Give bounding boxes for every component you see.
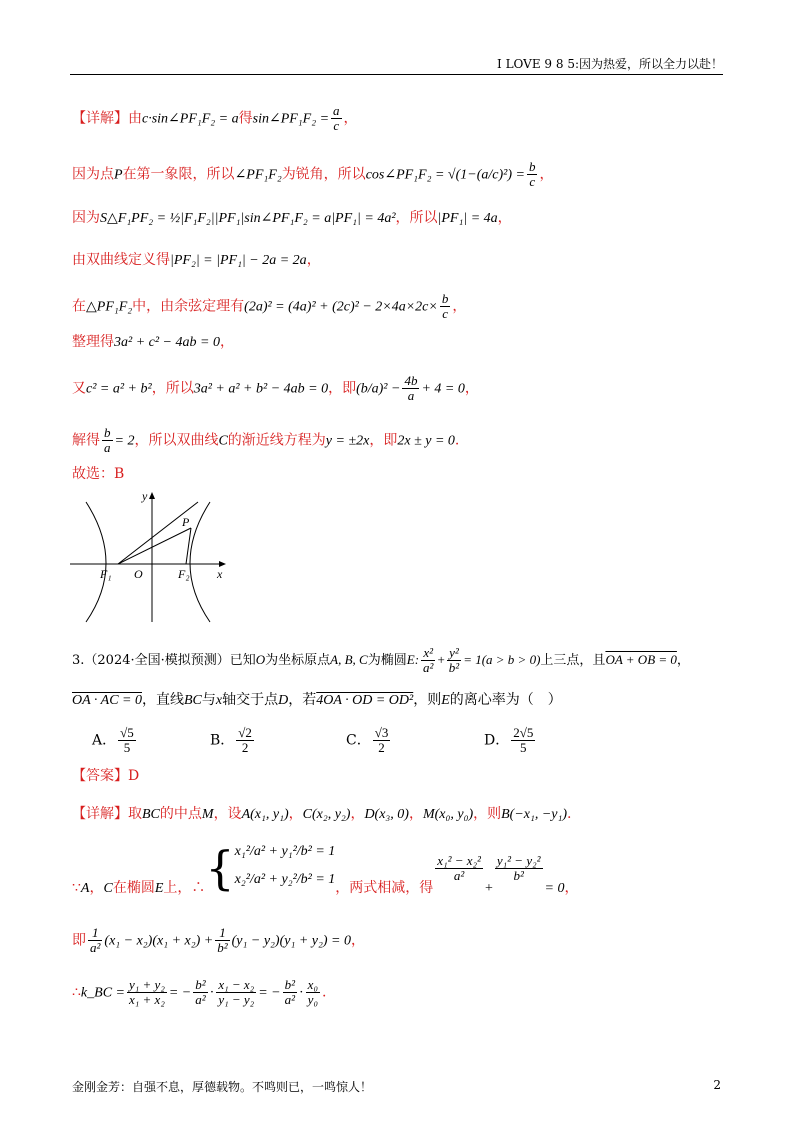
math: k_BC = xyxy=(80,985,125,1001)
text: ，所以双曲线 xyxy=(134,432,219,449)
math: = 2 xyxy=(114,433,135,449)
text: 即 xyxy=(72,932,86,949)
denominator: a² xyxy=(195,992,206,1007)
text: ，若 xyxy=(288,692,317,708)
numerator: 2√5 xyxy=(513,725,534,740)
text: 得 xyxy=(238,110,253,127)
denominator: a xyxy=(104,440,111,455)
math: 3a² + a² + b² − 4ab = 0 xyxy=(193,381,329,397)
denominator: b² xyxy=(513,867,524,883)
text: 因为点 xyxy=(72,166,114,183)
numerator: b xyxy=(104,425,111,440)
denominator: a² xyxy=(423,660,434,675)
numerator: y₁² − y₂² xyxy=(496,852,541,868)
text: 为坐标原点 xyxy=(265,653,331,668)
numerator: x₁² − x₂² xyxy=(437,852,481,868)
math: (b/a)² − xyxy=(356,381,401,397)
detail-tag: 【详解】 xyxy=(72,110,128,127)
fraction xyxy=(373,726,391,755)
math: |PF₂| = |PF₁| − 2a = 2a xyxy=(170,253,307,268)
text: 为锐角，所以 xyxy=(281,166,366,183)
text: ，直线 xyxy=(142,692,184,708)
denominator: c xyxy=(333,118,340,133)
text: . xyxy=(454,432,460,449)
text: ， xyxy=(89,880,104,896)
text: ， xyxy=(497,210,512,226)
equation-system xyxy=(235,838,336,894)
math: BC xyxy=(142,807,160,822)
text: ， xyxy=(539,166,554,183)
fraction xyxy=(215,926,229,955)
answer-text: 【答案】D xyxy=(72,768,140,784)
denominator: 2 xyxy=(241,740,249,755)
denominator: 5 xyxy=(520,740,527,755)
text: ， xyxy=(350,806,365,822)
math: = 1(a > b > 0) xyxy=(463,652,541,667)
math: (x₁ − x₂)(x₁ + x₂) + xyxy=(104,933,214,949)
text: ，则 xyxy=(473,806,502,822)
denominator: 2 xyxy=(378,740,385,755)
math: y = ±2x xyxy=(325,433,370,449)
math: (y₁ − y₂)(y₁ + y₂) = 0 xyxy=(231,933,351,949)
numerator: 4b xyxy=(404,373,418,388)
numerator: b xyxy=(528,159,536,174)
math: BC xyxy=(184,693,202,708)
right-branch xyxy=(190,502,210,622)
denominator: b² xyxy=(448,660,460,675)
text: ，设 xyxy=(213,806,242,822)
math: + xyxy=(437,652,445,667)
page-number-text: 2 xyxy=(713,1078,721,1092)
text: ∵ xyxy=(72,880,81,896)
page-number xyxy=(713,1078,721,1092)
text: 与 xyxy=(201,692,216,708)
text: 取 xyxy=(128,806,142,822)
math: 3a² + c² − 4ab = 0 xyxy=(114,335,220,350)
footer-text: 金刚金芳：自强不息，厚德载物。不鸣则已，一鸣惊人！ xyxy=(72,1080,373,1094)
math: A xyxy=(80,881,90,896)
text: 的离心率为（ ） xyxy=(449,692,562,708)
denominator: 5 xyxy=(123,740,131,755)
math: P xyxy=(114,167,123,183)
text: 在椭圆 xyxy=(112,880,155,896)
math: = − xyxy=(258,985,281,1001)
q3-detail-1 xyxy=(72,804,572,825)
text: 由 xyxy=(128,110,142,127)
numerator: x₀ xyxy=(307,977,318,992)
label-f1: F₁ xyxy=(100,567,112,581)
text: 在第一象限，所以 xyxy=(122,166,235,183)
system-brace: { xyxy=(205,841,235,895)
text: ， xyxy=(306,252,321,268)
q3-stem-2 xyxy=(72,690,562,711)
left-branch xyxy=(86,502,106,622)
text: ∴ xyxy=(72,984,81,1001)
text: ， xyxy=(464,380,479,397)
numerator: 1 xyxy=(215,926,229,941)
text: ， xyxy=(564,880,579,896)
label-f2: F₂ xyxy=(178,567,190,581)
fraction xyxy=(495,854,543,883)
fraction xyxy=(511,726,535,755)
math: cos∠PF₁F₂ = √(1−(a/c)²) = xyxy=(365,167,525,183)
math: △PF₁F₂ xyxy=(86,299,133,315)
math: B(−x₁, −y₁) xyxy=(501,807,568,822)
math: 4OA · OD = OD² xyxy=(316,693,414,708)
fraction xyxy=(88,926,102,955)
text: 又 xyxy=(72,380,86,397)
denominator: a xyxy=(407,388,415,403)
math: OA + OB = 0 xyxy=(605,652,677,667)
numerator: 1 xyxy=(88,926,102,941)
numerator: b² xyxy=(284,977,295,992)
math: sin∠PF₁F₂ = xyxy=(252,111,330,127)
math: C(x₂, y₂) xyxy=(302,807,351,822)
option-a[interactable] xyxy=(92,726,138,755)
option-c[interactable] xyxy=(346,726,392,755)
math: E xyxy=(154,881,164,896)
math: S△F₁PF₂ = ½|F₁F₂||PF₁|sin∠PF₁F₂ = a|PF₁| = 4a² xyxy=(100,211,396,226)
text: 轴交于点 xyxy=(222,692,279,708)
text: ， xyxy=(288,806,303,822)
q2-line-7 xyxy=(72,374,479,403)
text: 上，∴ xyxy=(163,880,206,896)
text: ，则 xyxy=(413,692,442,708)
label-origin: O xyxy=(134,567,143,581)
text: ， xyxy=(452,298,467,315)
hyperbola-figure xyxy=(70,488,230,623)
text: 上三点，且 xyxy=(540,653,606,668)
math: x xyxy=(215,693,223,708)
fraction xyxy=(102,426,113,455)
q3-detail-4 xyxy=(72,978,326,1007)
text: ， xyxy=(350,932,365,949)
text: ，两式相减，得 xyxy=(335,880,434,896)
y-axis-arrow xyxy=(149,492,155,499)
fraction xyxy=(331,104,342,133)
math: E xyxy=(441,693,450,708)
q2-line-2 xyxy=(72,160,553,189)
text: 的中点 xyxy=(159,806,202,822)
segment-f1-p xyxy=(118,528,191,564)
denominator: y₁ − y₂ xyxy=(218,992,255,1007)
q2-line-8 xyxy=(72,426,459,455)
math: c·sin∠PF₁F₂ = a xyxy=(142,111,239,127)
fraction xyxy=(435,854,483,883)
numerator: y₁ + y₂ xyxy=(128,977,165,992)
header-text: I LOVE 9 8 5:因为热爱，所以全力以赴！ xyxy=(497,57,723,71)
math: O xyxy=(255,652,266,667)
denominator: y₀ xyxy=(307,992,318,1007)
denominator: a² xyxy=(284,992,295,1007)
text: 3.（2024·全国·模拟预测）已知 xyxy=(72,653,256,668)
math: c² = a² + b² xyxy=(86,381,152,397)
fraction xyxy=(236,726,254,755)
math: + 4 = 0 xyxy=(421,381,465,397)
text: 的渐近线方程为 xyxy=(227,432,326,449)
math: A, B, C xyxy=(330,652,368,667)
fraction xyxy=(421,646,435,675)
fraction xyxy=(447,646,461,675)
numerator: y² xyxy=(447,646,461,661)
q2-line-6 xyxy=(72,332,234,353)
text: 解得 xyxy=(72,432,100,449)
text: . xyxy=(321,984,327,1001)
math: · xyxy=(209,985,215,1001)
text: 由双曲线定义得 xyxy=(72,252,170,268)
page-footer xyxy=(72,1078,372,1095)
math: ∠PF₁F₂ xyxy=(234,167,282,183)
q2-answer xyxy=(72,464,124,484)
q2-line-1 xyxy=(72,104,358,133)
page-header xyxy=(70,54,723,75)
numerator: √2 xyxy=(238,725,252,740)
numerator: √3 xyxy=(374,725,389,740)
fraction xyxy=(527,160,538,189)
math: C xyxy=(103,881,113,896)
q3-answer xyxy=(72,766,139,786)
text: ， xyxy=(219,334,234,350)
text: ，所以 xyxy=(151,380,194,397)
fraction xyxy=(402,374,419,403)
q2-line-5 xyxy=(72,292,466,321)
q2-line-4 xyxy=(72,250,321,271)
math: = − xyxy=(168,985,192,1001)
math: + xyxy=(484,881,493,896)
numerator: √5 xyxy=(120,725,134,740)
math: OA · AC = 0 xyxy=(72,693,142,708)
text: ， xyxy=(676,653,690,668)
answer-text: 故选：B xyxy=(72,466,125,482)
fraction xyxy=(127,978,167,1007)
denominator: x₁ + x₂ xyxy=(128,992,165,1007)
numerator: a xyxy=(333,103,340,118)
fraction xyxy=(216,978,256,1007)
text: ，即 xyxy=(328,380,357,397)
text: ，即 xyxy=(369,432,398,449)
numerator: b² xyxy=(195,977,206,992)
text: ， xyxy=(408,806,423,822)
text: 中，由余弦定理有 xyxy=(132,298,245,315)
math: D xyxy=(278,693,289,708)
option-label: C． xyxy=(346,732,371,749)
math: = 0 xyxy=(544,881,565,896)
math: (2a)² = (4a)² + (2c)² − 2×4a×2c× xyxy=(244,299,438,315)
math: 2x ± y = 0 xyxy=(397,433,455,449)
math: |PF₁| = 4a xyxy=(437,211,498,226)
option-d[interactable] xyxy=(484,726,537,755)
math: M xyxy=(201,807,214,822)
numerator: b xyxy=(441,291,449,306)
label-p: P xyxy=(182,515,190,529)
math: C xyxy=(218,433,228,449)
text: . xyxy=(567,806,572,822)
asymptote-line xyxy=(118,502,198,564)
text: ， xyxy=(343,110,358,127)
text: 整理得 xyxy=(72,334,114,350)
equation-1: x₁²/a² + y₁²/b² = 1 xyxy=(234,844,336,859)
text: 为椭圆 xyxy=(367,653,407,668)
option-b[interactable] xyxy=(210,726,256,755)
label-y: y xyxy=(142,489,148,503)
detail-tag: 【详解】 xyxy=(72,806,128,822)
math: A(x₁, y₁) xyxy=(241,807,289,822)
denominator: a² xyxy=(453,867,465,883)
fraction xyxy=(306,978,320,1007)
denominator: c xyxy=(529,174,536,189)
math: E: xyxy=(406,652,420,667)
q2-line-3 xyxy=(72,208,512,229)
text: 在 xyxy=(72,298,86,315)
option-label: B． xyxy=(210,732,235,749)
denominator: b² xyxy=(217,940,228,955)
option-label: A． xyxy=(92,732,117,749)
fraction xyxy=(193,978,207,1007)
math: · xyxy=(299,985,304,1001)
fraction xyxy=(118,726,136,755)
q3-detail-2 xyxy=(72,842,578,898)
text: ，所以 xyxy=(395,210,438,226)
math: M(x₀, y₀) xyxy=(422,807,474,822)
text: 因为 xyxy=(72,210,100,226)
q3-detail-3 xyxy=(72,926,365,955)
option-label: D． xyxy=(484,732,510,749)
fraction xyxy=(440,292,451,321)
equation-2: x₂²/a² + y₂²/b² = 1 xyxy=(234,872,336,887)
label-x: x xyxy=(217,567,223,581)
math: D(x₃, 0) xyxy=(364,807,409,822)
fraction xyxy=(283,978,297,1007)
denominator: a² xyxy=(90,940,101,955)
numerator: x₁ − x₂ xyxy=(218,977,255,992)
q3-stem-1 xyxy=(72,646,690,675)
denominator: c xyxy=(442,306,448,321)
numerator: x² xyxy=(421,646,435,661)
